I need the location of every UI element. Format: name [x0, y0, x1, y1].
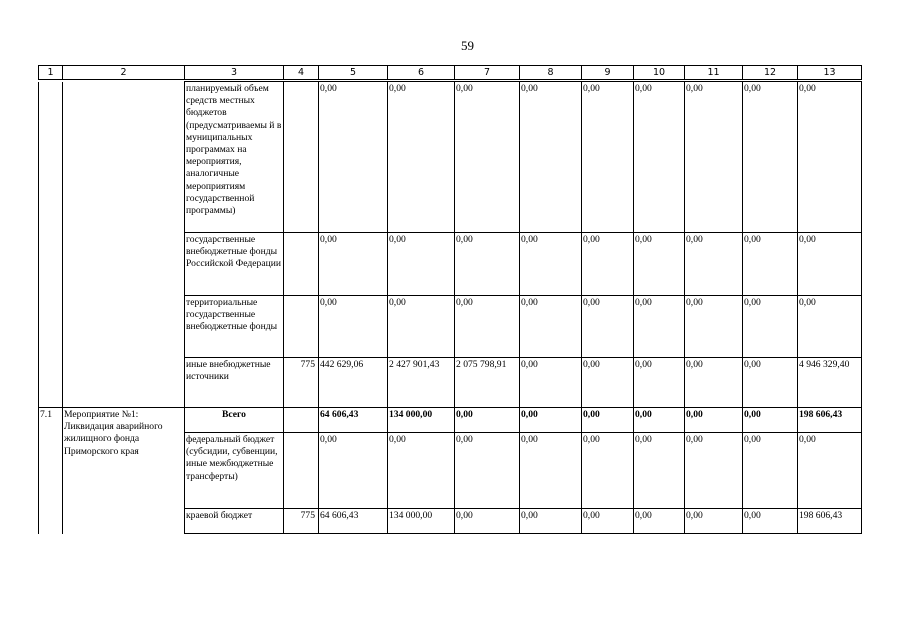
row-value: 0,00	[455, 433, 520, 509]
table-row	[39, 82, 862, 233]
row-code: 775	[284, 358, 319, 408]
row-value: 0,00	[319, 433, 388, 509]
header-col-10: 10	[634, 66, 685, 80]
row-label: краевой бюджет	[185, 509, 284, 534]
header-col-5: 5	[319, 66, 388, 80]
continued-name-cell	[63, 82, 185, 408]
header-col-8: 8	[520, 66, 582, 80]
row-value: 0,00	[520, 358, 582, 408]
row-value: 0,00	[634, 358, 685, 408]
funding-table	[38, 81, 862, 534]
row-value: 0,00	[520, 82, 582, 233]
row-value: 134 000,00	[388, 509, 455, 534]
row-value: 0,00	[520, 433, 582, 509]
header-col-13: 13	[798, 66, 862, 80]
row-value: 0,00	[455, 509, 520, 534]
row-value: 0,00	[743, 296, 798, 358]
row-label: Всего	[185, 408, 284, 433]
row-value: 0,00	[743, 509, 798, 534]
row-code	[284, 296, 319, 358]
row-label: планируемый объем средств местных бюджетов (предусматриваемы й в муниципальных программах на мероприятия, аналогичные мероприятиям государственной программы)	[185, 82, 284, 233]
row-value: 0,00	[520, 296, 582, 358]
row-value: 0,00	[582, 233, 634, 296]
row-value: 0,00	[743, 358, 798, 408]
measure-name: Мероприятие №1: Ликвидация аварийного жилищного фонда Приморского края	[63, 408, 185, 534]
row-value: 0,00	[582, 509, 634, 534]
row-code: 775	[284, 509, 319, 534]
row-value: 64 606,43	[319, 408, 388, 433]
table-row	[39, 408, 862, 433]
row-value: 0,00	[634, 233, 685, 296]
header-col-7: 7	[455, 66, 520, 80]
row-value: 0,00	[388, 433, 455, 509]
row-value: 134 000,00	[388, 408, 455, 433]
measure-number: 7.1	[39, 408, 63, 534]
row-value: 0,00	[685, 509, 743, 534]
header-col-3: 3	[185, 66, 284, 80]
row-value: 0,00	[743, 233, 798, 296]
header-col-4: 4	[284, 66, 319, 80]
row-value: 0,00	[388, 233, 455, 296]
row-value: 0,00	[685, 82, 743, 233]
row-value: 0,00	[743, 408, 798, 433]
row-value: 0,00	[798, 433, 862, 509]
row-value: 0,00	[582, 82, 634, 233]
row-value: 0,00	[743, 82, 798, 233]
row-value: 0,00	[685, 233, 743, 296]
continued-number-cell	[39, 82, 63, 408]
row-label: федеральный бюджет (субсидии, субвенции, иные межбюджетные трансферты)	[185, 433, 284, 509]
row-value: 0,00	[634, 82, 685, 233]
row-value: 0,00	[685, 358, 743, 408]
row-value: 198 606,43	[798, 509, 862, 534]
row-value: 0,00	[743, 433, 798, 509]
row-value: 0,00	[582, 433, 634, 509]
row-code	[284, 433, 319, 509]
header-col-1: 1	[39, 66, 63, 80]
row-value: 0,00	[319, 233, 388, 296]
row-value: 0,00	[388, 296, 455, 358]
row-code	[284, 233, 319, 296]
row-value: 0,00	[798, 233, 862, 296]
header-col-12: 12	[743, 66, 798, 80]
row-value: 0,00	[634, 433, 685, 509]
row-value: 0,00	[455, 408, 520, 433]
row-value: 0,00	[634, 408, 685, 433]
row-value: 0,00	[319, 82, 388, 233]
row-value: 0,00	[455, 296, 520, 358]
row-value: 64 606,43	[319, 509, 388, 534]
header-col-11: 11	[685, 66, 743, 80]
row-label: иные внебюджетные источники	[185, 358, 284, 408]
row-value: 0,00	[582, 296, 634, 358]
row-value: 0,00	[388, 82, 455, 233]
page-number: 59	[461, 38, 474, 53]
header-col-9: 9	[582, 66, 634, 80]
row-label: государственные внебюджетные фонды Российской Федерации	[185, 233, 284, 296]
row-label: территориальные государственные внебюджетные фонды	[185, 296, 284, 358]
row-value: 0,00	[582, 358, 634, 408]
row-value: 0,00	[455, 82, 520, 233]
row-value: 0,00	[520, 408, 582, 433]
row-value: 4 946 329,40	[798, 358, 862, 408]
row-value: 0,00	[798, 296, 862, 358]
row-value: 0,00	[685, 296, 743, 358]
row-value: 0,00	[634, 296, 685, 358]
row-value: 198 606,43	[798, 408, 862, 433]
row-value: 442 629,06	[319, 358, 388, 408]
row-value: 0,00	[520, 509, 582, 534]
row-value: 2 427 901,43	[388, 358, 455, 408]
row-value: 0,00	[634, 509, 685, 534]
column-number-header	[38, 65, 862, 80]
header-col-2: 2	[63, 66, 185, 80]
row-value: 0,00	[319, 296, 388, 358]
row-value: 2 075 798,91	[455, 358, 520, 408]
row-value: 0,00	[798, 82, 862, 233]
row-value: 0,00	[685, 433, 743, 509]
row-code	[284, 408, 319, 433]
row-value: 0,00	[455, 233, 520, 296]
row-code	[284, 82, 319, 233]
header-col-6: 6	[388, 66, 455, 80]
row-value: 0,00	[520, 233, 582, 296]
row-value: 0,00	[685, 408, 743, 433]
row-value: 0,00	[582, 408, 634, 433]
